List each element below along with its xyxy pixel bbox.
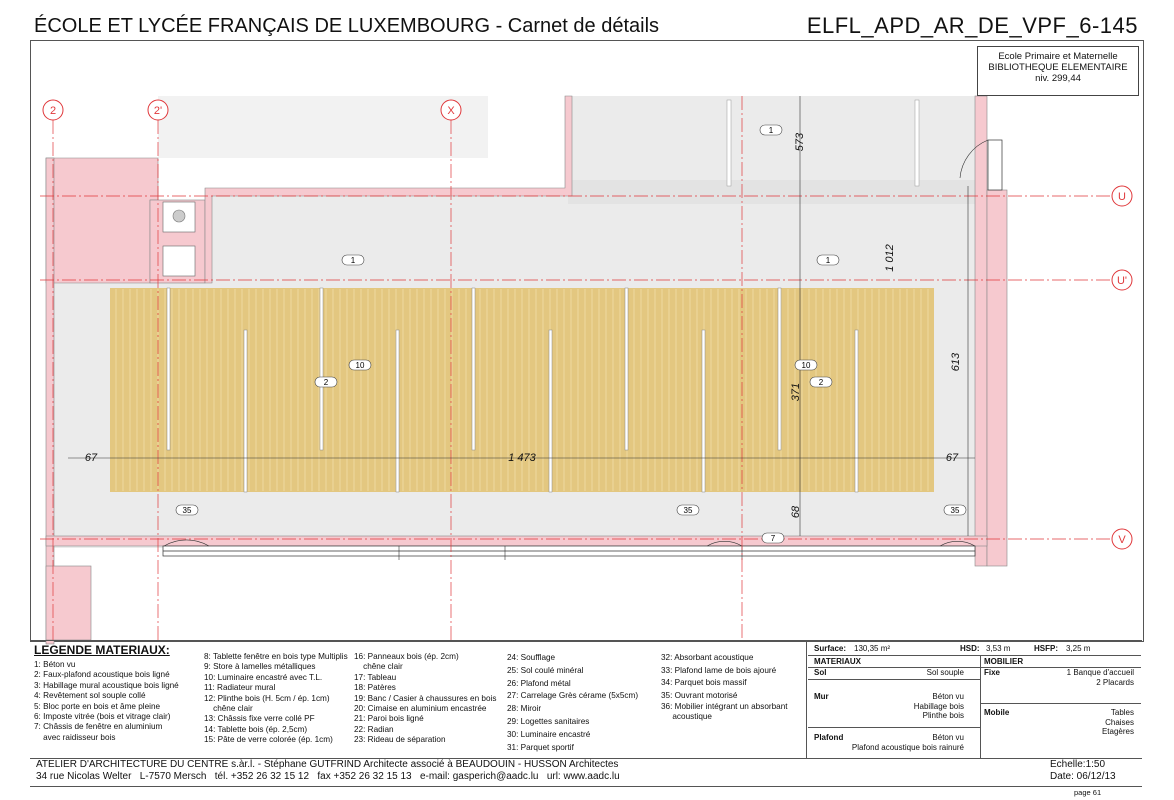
- legend-item: avec raidisseur bois: [34, 732, 116, 742]
- mobile-value: Chaises: [1105, 717, 1134, 727]
- mobilier-header: MOBILIER: [984, 657, 1024, 666]
- svg-text:2: 2: [818, 378, 824, 387]
- mobile-label: Mobile: [984, 708, 1010, 717]
- svg-text:10: 10: [355, 361, 365, 370]
- svg-text:7: 7: [770, 534, 776, 543]
- legend-column: [34, 660, 179, 743]
- svg-text:35: 35: [182, 506, 192, 515]
- legend-item: 23: Rideau de séparation: [354, 735, 446, 745]
- svg-text:35: 35: [683, 506, 693, 515]
- svg-text:10: 10: [801, 361, 811, 370]
- svg-text:35: 35: [950, 506, 960, 515]
- legend-item: 13: Châssis fixe verre collé PF: [204, 714, 315, 724]
- legend-column: [354, 652, 496, 746]
- mur-values: [848, 692, 964, 721]
- dimension-label: 67: [945, 452, 959, 464]
- legend-item: 32: Absorbant acoustique: [661, 653, 754, 662]
- dimension-label: 1 473: [508, 452, 536, 464]
- legend-item: 36: Mobilier intégrant un absorbant: [661, 702, 788, 712]
- legend-item: 22: Radian: [354, 724, 394, 734]
- plafond-label: Plafond: [814, 733, 844, 742]
- hsd-value: 3,53 m: [986, 644, 1011, 653]
- dimension-label: 573: [794, 132, 806, 152]
- axis-bubble-2: [43, 100, 63, 120]
- legend-column: [204, 652, 348, 746]
- svg-text:2: 2: [323, 378, 329, 387]
- mur-value: Plinthe bois: [922, 711, 964, 721]
- legend-item: 31: Parquet sportif: [507, 742, 574, 752]
- axis-label: V: [1118, 534, 1126, 546]
- document-title: ÉCOLE ET LYCÉE FRANÇAIS DE LUXEMBOURG - Carnet de détails: [34, 15, 660, 37]
- axis-label: U': [1116, 275, 1128, 287]
- table-divider: [980, 703, 1141, 704]
- material-tag: [795, 360, 817, 370]
- scale-date-block: [1050, 759, 1116, 783]
- legend-item: 24: Soufflage: [507, 653, 556, 662]
- legend-item: 26: Plafond métal: [507, 678, 571, 688]
- legend-item: 10: Luminaire encastré avec T.L.: [204, 672, 323, 682]
- material-tag: [810, 377, 832, 387]
- room-summary-table: [808, 641, 1141, 758]
- dimension-label: 1 012: [884, 244, 896, 272]
- mobile-value: Tables: [1110, 708, 1134, 717]
- dimension-label: 67: [84, 452, 98, 464]
- material-tag: [349, 360, 371, 370]
- room-info-box: [977, 46, 1139, 96]
- legend-item: 16: Panneaux bois (ép. 2cm): [354, 652, 459, 661]
- legend-item: 27: Carrelage Grès cérame (5x5cm): [507, 691, 639, 701]
- legend-title: LEGENDE MATERIAUX:: [34, 643, 170, 657]
- legend-item: 12: Plinthe bois (H. 5cm / ép. 1cm): [204, 693, 330, 703]
- luminaire: [549, 330, 552, 492]
- legend-item: 34: Parquet bois massif: [661, 678, 747, 688]
- legend-item: chêne clair: [204, 704, 253, 714]
- legend-item: 1: Béton vu: [34, 660, 76, 669]
- sol-value: Sol souple: [926, 668, 964, 677]
- legend-item: 6: Imposte vitrée (bois et vitrage clair): [34, 712, 171, 722]
- materials-legend: [30, 644, 805, 758]
- material-tag: [342, 255, 364, 265]
- legend-item: 3: Habillage mural acoustique bois ligné: [34, 680, 179, 690]
- legend-item: 14: Tablette bois (ép. 2,5cm): [204, 724, 308, 734]
- material-tag: [760, 125, 782, 135]
- material-tag: [176, 505, 198, 515]
- luminaire: [855, 330, 858, 492]
- fixe-value: 1 Banque d'accueil: [1066, 668, 1134, 677]
- legend-item: 20: Cimaise en aluminium encastrée: [354, 704, 487, 714]
- legend-item: 25: Sol coulé minéral: [507, 665, 584, 675]
- legend-item: acoustique: [661, 712, 712, 722]
- dimension-label: 371: [790, 382, 802, 402]
- fixe-label: Fixe: [984, 668, 1001, 677]
- luminaire: [702, 330, 705, 492]
- material-tag: [944, 505, 966, 515]
- luminaire: [244, 330, 247, 492]
- legend-item: 4: Revêtement sol souple collé: [34, 691, 146, 701]
- legend-item: 17: Tableau: [354, 672, 397, 682]
- sol-label: Sol: [814, 668, 827, 677]
- mur-value: Béton vu: [932, 692, 964, 701]
- mur-label: Mur: [814, 692, 829, 701]
- material-tag: [315, 377, 337, 387]
- svg-text:1: 1: [350, 256, 356, 265]
- scale-label: Echelle:1:50: [1050, 759, 1106, 770]
- footer-address-block: [36, 759, 620, 783]
- legend-item: 9: Store à lamelles métalliques: [204, 662, 316, 672]
- footer: [30, 758, 1142, 788]
- legend-item: 33: Plafond lame de bois ajouré: [661, 665, 777, 675]
- legend-item: 19: Banc / Casier à chaussures en bois: [354, 693, 497, 703]
- legend-item: 5: Bloc porte en bois et âme pleine: [34, 701, 161, 711]
- footer-contact: 34 rue Nicolas Welter L-7570 Mersch tél. +352 26 32 15 12 fax +352 26 32 15 13 e-mail: gasperich@aadc.lu url: www.aadc.lu: [36, 771, 620, 782]
- material-tag: [762, 533, 784, 543]
- table-divider: [808, 679, 980, 680]
- mur-value: Habillage bois: [913, 701, 964, 711]
- materiaux-header: MATERIAUX: [814, 657, 861, 666]
- luminaire: [778, 288, 781, 450]
- legend-item: 35: Ouvrant motorisé: [661, 690, 738, 700]
- axis-bubble-v: [1112, 529, 1132, 549]
- fixe-values: [1038, 668, 1134, 687]
- footer-company: ATELIER D'ARCHITECTURE DU CENTRE s.àr.l. - Stéphane GUTFRIND Architecte associé à BEAUDOUIN - HUSSON Architectes: [36, 759, 619, 770]
- footer-bottom-line: [30, 786, 1142, 787]
- hsfp-label: HSFP:: [1034, 644, 1058, 653]
- material-tag: [677, 505, 699, 515]
- room-info-line: BIBLIOTHEQUE ELEMENTAIRE: [988, 62, 1128, 73]
- dimension-label: 68: [790, 505, 802, 519]
- luminaire: [320, 288, 323, 450]
- axis-label: 2: [49, 105, 57, 117]
- material-tag: [817, 255, 839, 265]
- legend-item: 11: Radiateur mural: [204, 683, 276, 693]
- dimension-label: 613: [950, 352, 962, 372]
- legend-item: 2: Faux-plafond acoustique bois ligné: [34, 670, 170, 680]
- legend-item: chêne clair: [354, 662, 403, 672]
- hsfp-value: 3,25 m: [1066, 644, 1091, 653]
- legend-divider: [806, 640, 807, 758]
- table-divider: [980, 655, 981, 758]
- legend-column: [661, 652, 788, 722]
- legend-item: 8: Tablette fenêtre en bois type Multiplis: [204, 652, 348, 661]
- luminaire: [167, 288, 170, 450]
- legend-item: 21: Paroi bois ligné: [354, 714, 424, 724]
- legend-item: 29: Logettes sanitaires: [507, 716, 590, 726]
- plafond-value: Béton vu: [932, 733, 964, 742]
- legend-column: [507, 652, 638, 754]
- axis-label: X: [447, 105, 455, 117]
- legend-item: 15: Pâte de verre colorée (ép. 1cm): [204, 735, 333, 745]
- axis-label: U: [1118, 191, 1126, 203]
- page-number: page 61: [1074, 788, 1102, 797]
- document-code: ELFL_APD_AR_DE_VPF_6-145: [806, 13, 1138, 38]
- luminaire: [396, 330, 399, 492]
- room-info-line: Ecole Primaire et Maternelle: [998, 51, 1118, 62]
- svg-text:1: 1: [825, 256, 831, 265]
- fixe-value: 2 Placards: [1096, 677, 1134, 687]
- table-divider: [808, 727, 980, 728]
- axis-bubble-u: [1112, 186, 1132, 206]
- legend-item: 7: Châssis de fenêtre en aluminium: [34, 722, 163, 732]
- luminaire: [625, 288, 628, 450]
- surface-label: Surface:: [814, 644, 847, 653]
- plafond-value: Plafond acoustique bois rainuré: [851, 742, 964, 752]
- luminaire: [472, 288, 475, 450]
- mobile-value: Etagères: [1101, 727, 1134, 737]
- surface-value: 130,35 m²: [854, 644, 891, 653]
- mobile-values: [1038, 708, 1134, 737]
- axis-label: 2': [153, 105, 163, 117]
- axis-bubble-x: [441, 100, 461, 120]
- legend-item: 28: Miroir: [507, 704, 542, 714]
- axis-bubble-u-prime: [1112, 270, 1132, 290]
- room-info-line: niv. 299,44: [1035, 73, 1081, 84]
- date-label: Date: 06/12/13: [1050, 771, 1116, 782]
- hsd-label: HSD:: [960, 644, 980, 653]
- axis-bubble-2-prime: [148, 100, 168, 120]
- legend-item: 18: Patères: [354, 683, 396, 693]
- svg-text:1: 1: [768, 126, 774, 135]
- plafond-values: [828, 733, 964, 752]
- legend-item: 30: Luminaire encastré: [507, 729, 591, 739]
- table-divider: [808, 655, 1141, 656]
